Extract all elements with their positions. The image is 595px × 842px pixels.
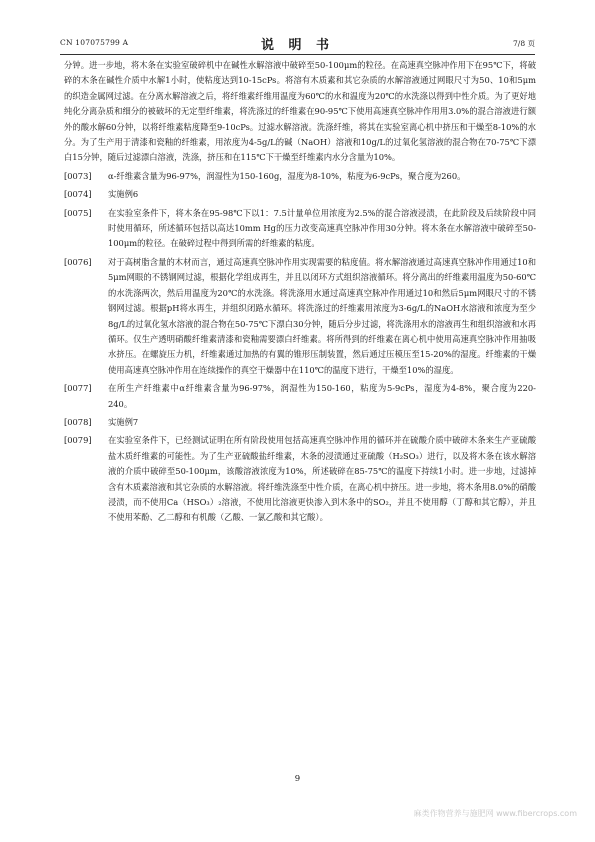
paragraph-0079 — [64, 433, 536, 525]
patent-number: CN 107075799 A — [60, 38, 129, 47]
paragraph-0075 — [64, 206, 536, 252]
paragraph-number: [0078] — [64, 416, 92, 427]
document-body — [64, 58, 536, 529]
header-rule — [60, 54, 535, 55]
paragraph-0076 — [64, 255, 536, 378]
paragraph-text: 对于高树脂含量的木材而言，通过高速真空脉冲作用实现需要的粘度值。将水解溶液通过高速真空脉冲作用通过10和5μm网眼的不锈钢网过滤，根据化学组成再生，并且以闭环方式组织溶液循环。将分离出的纤维素用温度为50-60℃的水洗涤两次，然后用温度为20℃的水洗涤。将洗涤用水通过高速真空脉冲作用通过10和然后5μm网眼尺寸的不锈钢网过滤。根据pH将水再生，并组织闭路水循环。将洗涤过的纤维素用浓度为3-6g/L的NaOH水溶液和浓度为至少8g/L的过氧化氢水溶液的混合物在50-75℃下漂白30分钟，随后分步过滤，将洗涤用水的溶液再生和组织溶液和水再循环。仅生产透明硝酸纤维素清漆和瓷釉需要漂白纤维素。将所得到的纤维素在离心机中使用高速真空脉冲作用抽吸水挤压。在螺旋压力机，纤维素通过加热的有翼的锥形压制装置，然后通过压模压至15-20%的湿度。纤维素的干燥使用高速真空脉冲作用在连续操作的真空干燥器中在110℃的温度下进行，干燥至10%的湿度。 — [108, 256, 536, 375]
paragraph-text: 在所生产纤维素中α纤维素含量为96-97%，润湿性为150-160，粘度为5-9cPs，湿度为4-8%，聚合度为220-240。 — [108, 383, 536, 409]
paragraph-number: [0074] — [64, 189, 92, 200]
page-number: 9 — [294, 774, 301, 784]
paragraph-0073 — [64, 169, 536, 184]
paragraph-text: 在实验室条件下，已经测试证明在所有阶段使用包括高速真空脉冲作用的循环并在硫酸介质中破碎木条来生产亚硫酸盐木质纤维素的可能性。为了生产亚硫酸盐纤维素，木条的浸渍通过亚硫酸（H₂SO₃）进行，以及将木条在该水解溶液的介质中破碎至50-100μm，该酸溶液浓度为10%，所述破碎在85-75℃的温度下持续1小时。进一步地，过滤掉含有木质素溶液和其它杂质的水解溶液。将纤维洗涤至中性介质，在离心机中挤压。进一步地，将木条用8.0%的硝酸浸渍，而不使用Ca（HSO₃）₂溶液，不使用比溶液更快渗入到木条中的SO₂，并且不使用醇（丁醇和其它醇），并且不使用苯酚、乙二醇和有机酸（乙酸、一氯乙酸和其它酸）。 — [108, 435, 536, 523]
paragraph-text: 在实验室条件下，将木条在95-98℃下以1：7.5计量单位用浓度为2.5%的混合溶液浸渍，在此阶段及后续阶段中同时使用循环，所述循环包括以高达10mm Hg的压力改变高速真空脉冲作用30分钟。将木条在水解溶液中破碎至50-100μm的粒径。在破碎过程中得到所需的纤维素的粘度。 — [108, 207, 536, 249]
paragraph-number: [0073] — [64, 170, 92, 181]
paragraph-0077 — [64, 381, 536, 412]
paragraph-number: [0076] — [64, 256, 92, 267]
document-title: 说 明 书 — [260, 38, 335, 53]
paragraph-number: [0075] — [64, 207, 92, 218]
page-indicator: 7/8 页 — [513, 39, 535, 48]
paragraph-number: [0079] — [64, 435, 92, 446]
page-header — [60, 36, 535, 52]
example-heading: 实施例6 — [108, 189, 139, 200]
paragraph-continuation: 分钟。进一步地，将木条在实验室破碎机中在碱性水解溶液中破碎至50-100μm的粒径。在高速真空脉冲作用下在95℃下，将破碎的木条在碱性介质中水解1小时，使粘度达到10-15cPs。将溶有木质素和其它杂质的水解溶液通过网眼尺寸为50、10和5μm的织造金属网过滤。在分离水解溶液之后，将纤维素纤维用温度为60℃的水和温度为20℃的水洗涤以得到中性介质。为了更好地纯化分离杂质和细分的被破坏的无定型纤维素，将洗涤过的纤维素在90-95℃下使用高速真空脉冲作用用3.0%的混合溶液进行额外的酸水解60分钟，以将纤维素粘度降至9-10cPs。过滤水解溶液。洗涤纤维，将其在实验室离心机中挤压和干燥至8-10%的水分。为了生产用于清漆和瓷釉的纤维素，用浓度为4-5g/L的碱（NaOH）溶液和10g/L的过氧化氢溶液的混合物在70-75℃下漂白15分钟，随后过滤漂白溶液，洗涤，挤压和在115℃下干燥至纤维素内水分含量为10%。 — [64, 60, 536, 163]
paragraph-0078 — [64, 415, 536, 430]
paragraph-text: α-纤维素含量为96-97%，润湿性为150-160g，湿度为8-10%，粘度为6-9cPs，聚合度为260。 — [108, 170, 466, 181]
paragraph-number: [0077] — [64, 383, 92, 394]
watermark: 麻类作物营养与施肥网 www.fibercrops.com — [413, 809, 577, 818]
paragraph-0074 — [64, 187, 536, 202]
example-heading: 实施例7 — [108, 416, 139, 427]
